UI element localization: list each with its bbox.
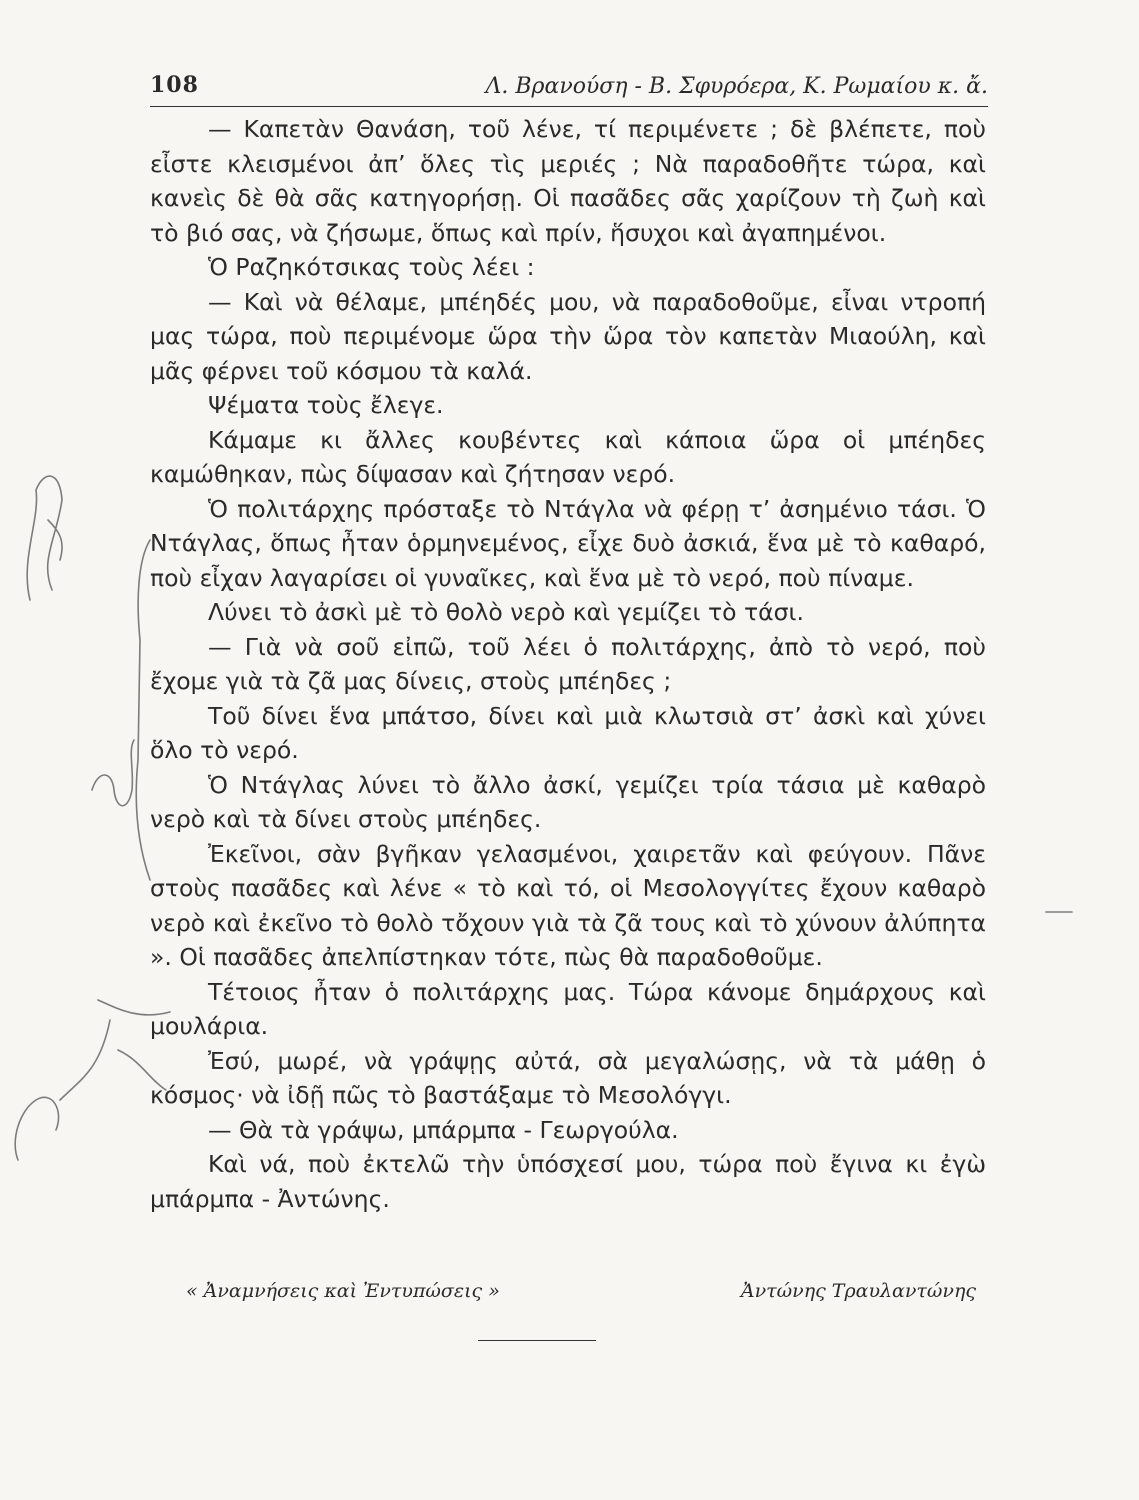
- paragraph: Ὁ πολιτάρχης πρόσταξε τὸ Ντάγλα νὰ φέρῃ τ’ ἀσημένιο τάσι. Ὁ Ντάγλας, ὅπως ἦταν ὁρμηνεμένος, εἶχε δυὸ ἀσκιά, ἕνα μὲ τὸ καθαρό, ποὺ εἶχαν λαγαρίσει οἱ γυναῖκες, καὶ ἕνα μὲ τὸ νερό, ποὺ πίναμε.: [150, 494, 986, 592]
- paragraph: Τοῦ δίνει ἕνα μπάτσο, δίνει καὶ μιὰ κλωτσιὰ στ’ ἀσκὶ καὶ χύνει ὅλο τὸ νερό.: [150, 701, 986, 764]
- margin-scribble-bottom: [15, 1000, 170, 1160]
- paragraph: Καὶ νά, ποὺ ἐκτελῶ τὴν ὑπόσχεσί μου, τώρα ποὺ ἔγινα κι ἐγὼ μπάρμπα - Ἀντώνης.: [150, 1150, 986, 1213]
- margin-scribble-middle: [92, 740, 134, 806]
- paragraph: Λύνει τὸ ἀσκὶ μὲ τὸ θολὸ νερὸ καὶ γεμίζει τὸ τάσι.: [208, 598, 804, 626]
- author-name: Ἀντώνης Τραυλαντώνης: [740, 1280, 976, 1302]
- paragraph: Κάμαμε κι ἄλλες κουβέντες καὶ κάποια ὥρα οἱ μπέηδες καμώθηκαν, πὼς δίψασαν καὶ ζήτησαν νερό.: [150, 425, 986, 488]
- paragraph: Ἐσύ, μωρέ, νὰ γράψῃς αὐτά, σὰ μεγαλώσῃς, νὰ τὰ μάθῃ ὁ κόσμος· νὰ ἰδῇ πῶς τὸ βαστάξαμε τὸ Μεσολόγγι.: [150, 1046, 986, 1109]
- paragraph: Ψέματα τοὺς ἔλεγε.: [208, 391, 444, 419]
- running-head: Λ. Βρανούση - Β. Σφυρόερα, Κ. Ρωμαίου κ. ἄ.: [485, 74, 988, 99]
- closing-rule: [478, 1340, 596, 1341]
- body-text: [150, 112, 986, 1216]
- source-title: « Ἀναμνήσεις καὶ Ἐντυπώσεις »: [186, 1280, 500, 1302]
- paragraph: — Καὶ νὰ θέλαμε, μπέηδές μου, νὰ παραδοθοῦμε, εἶναι ντροπή μας τώρα, ποὺ περιμένομε ὥρα τὴν ὥρα τὸν καπετὰν Μιαούλη, καὶ μᾶς φέρνει τοῦ κόσμου τὰ καλά.: [150, 287, 986, 385]
- paragraph: Τέτοιος ἦταν ὁ πολιτάρχης μας. Τώρα κάνομε δημάρχους καὶ μουλάρια.: [150, 977, 986, 1040]
- page-number: 108: [150, 72, 199, 98]
- paragraph: — Θὰ τὰ γράψω, μπάρμπα - Γεωργούλα.: [208, 1115, 679, 1144]
- paragraph: — Καπετὰν Θανάση, τοῦ λένε, τί περιμένετε ; δὲ βλέπετε, ποὺ εἶστε κλεισμένοι ἀπ’ ὅλες τὶς μεριές ; Νὰ παραδοθῆτε τώρα, καὶ κανεὶς δὲ θὰ σᾶς κατηγορήσῃ. Οἱ πασᾶδες σᾶς χαρίζουν τὴ ζωὴ καὶ τὸ βιό σας, νὰ ζήσωμε, ὅπως καὶ πρίν, ἥσυχοι καὶ ἀγαπημένοι.: [150, 115, 986, 247]
- paragraph: Ὁ Ραζηκότσικας τοὺς λέει :: [208, 253, 535, 281]
- page-header: [150, 72, 988, 107]
- attribution: [186, 1280, 976, 1320]
- paragraph: Ὁ Ντάγλας λύνει τὸ ἄλλο ἀσκί, γεμίζει τρία τάσια μὲ καθαρὸ νερὸ καὶ τὰ δίνει στοὺς μπέηδες.: [150, 770, 986, 833]
- margin-bracket: [136, 540, 150, 880]
- paragraph: — Γιὰ νὰ σοῦ εἰπῶ, τοῦ λέει ὁ πολιτάρχης, ἀπὸ τὸ νερό, ποὺ ἔχομε γιὰ τὰ ζᾶ μας δίνεις, στοὺς μπέηδες ;: [150, 632, 986, 695]
- margin-scribble-top: [27, 476, 62, 600]
- paragraph: Ἐκεῖνοι, σὰν βγῆκαν γελασμένοι, χαιρετᾶν καὶ φεύγουν. Πᾶνε στοὺς πασᾶδες καὶ λένε « τὸ καὶ τό, οἱ Μεσολογγίτες ἔχουν καθαρὸ νερὸ καὶ ἐκεῖνο τὸ θολὸ τὄχουν γιὰ τὰ ζᾶ τους καὶ τὸ χύνουν ἀλύπητα ». Οἱ πασᾶδες ἀπελπίστηκαν τότε, πὼς θὰ παραδοθοῦμε.: [150, 839, 986, 971]
